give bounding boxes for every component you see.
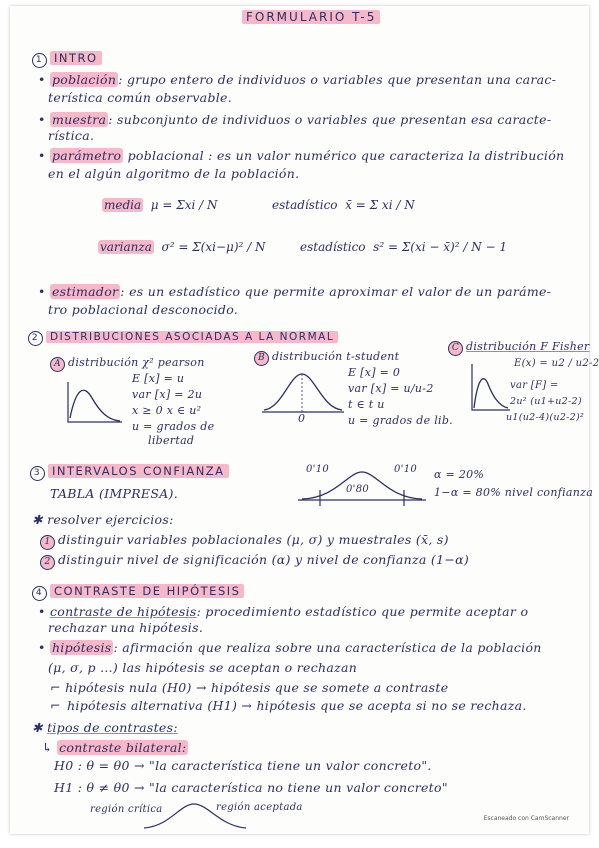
dist-b-line: var [x] = u/u-2 (348, 382, 434, 395)
resolver-line: ✱ resolver ejercicios: (32, 512, 174, 527)
dist-a-line: var [x] = 2u (132, 388, 203, 401)
step2-line: 2 distinguir nivel de significación (α) y nivel de confianza (1−α) (40, 552, 469, 570)
h0-line: ⌐ hipótesis nula (H0) → hipótesis que se somete a contraste (50, 680, 449, 695)
bilateral-h1: H1 : θ ≠ θ0 → "la característica no tiene un valor concreto" (54, 780, 448, 795)
dist-a-title: A distribución χ² pearson (50, 356, 205, 372)
tail-left-label: 0'10 (306, 464, 330, 475)
estimador-line: • estimador : es un estadístico que permite aproximar el valor de un paráme- (38, 284, 552, 299)
muestra-line-2: rística. (48, 128, 95, 143)
chi-square-sketch (62, 378, 124, 428)
estadistico2-formula: estadístico s² = Σ(xi − x̄)² / N − 1 (300, 240, 508, 254)
section-number: 3 (30, 466, 45, 481)
dist-b-line: u = grados de lib. (348, 414, 453, 427)
dist-b-line: t ∈ t u (348, 398, 385, 411)
section-number: 2 (28, 331, 43, 346)
parametro-line: • parámetro poblacional : es un valor numérico que caracteriza la distribución (38, 148, 565, 163)
dist-a-line: libertad (148, 434, 195, 447)
dist-c-title: C distribución F Fisher (448, 340, 590, 356)
notebook-page (10, 6, 599, 834)
tipos-line: ✱ tipos de contrastes: (32, 720, 178, 735)
fisher-sketch (468, 362, 512, 416)
t-student-tick: 0 (298, 412, 306, 425)
confidence-label: 1−α = 80% nivel confianza (434, 486, 594, 499)
contraste-def-line-2: rechazar una hipótesis. (48, 620, 204, 635)
section-dist-header: 2 DISTRIBUCIONES ASOCIADAS A LA NORMAL (28, 331, 338, 346)
poblacion-line-2: terística común observable. (48, 90, 233, 105)
dist-c-line: 2u² (u1+u2-2) (510, 396, 582, 407)
section-contraste-header: 4 CONTRASTE DE HIPÓTESIS (32, 584, 244, 601)
page-title: FORMULARIO T-5 (242, 10, 380, 24)
contraste-def-line: • contraste de hipótesis: procedimiento estadístico que permite aceptar o (38, 604, 529, 619)
dist-c-line: u1(u2-4)(u2-2)² (506, 412, 585, 423)
dist-a-line: x ≥ 0 x ∈ u² (132, 404, 202, 417)
step1-line: 1 distinguir variables poblacionales (μ, σ) y muestrales (x̄, s) (40, 532, 449, 550)
varianza-formula: varianza σ² = Σ(xi−μ)² / N (100, 240, 266, 254)
dist-c-line: E(x) = u2 / u2-2 (514, 358, 599, 369)
poblacion-line: • población : grupo entero de individuos o variables que presentan una carac- (38, 72, 557, 87)
estadistico-formula: estadístico x̄ = Σ xi / N (272, 198, 415, 212)
muestra-line: • muestra : subconjunto de individuos o variables que presentan esa caracte- (38, 112, 552, 127)
dist-a-line: E [x] = u (132, 372, 185, 385)
section-intro-header: 1 INTRO (32, 51, 102, 68)
parametro-line-2: en el algún algoritmo de la población. (48, 166, 300, 181)
section-number: 4 (32, 586, 47, 601)
bilateral-line: ↳ contraste bilateral: (42, 740, 187, 755)
poblacion-term: población (51, 72, 117, 87)
dist-b-title: B distribución t-student (254, 350, 399, 366)
dist-b-line: E [x] = 0 (348, 366, 401, 379)
section-number: 1 (32, 53, 47, 68)
tabla-line: TABLA (IMPRESA). (50, 486, 178, 501)
media-formula: media μ = Σxi / N (104, 198, 218, 212)
section-intervals-header: 3 INTERVALOS CONFIANZA (30, 464, 229, 481)
bilateral-h0: H0 : θ = θ0 → "la característica tiene un valor concreto". (54, 758, 432, 773)
estimador-term: estimador (51, 284, 119, 299)
muestra-term: muestra (51, 112, 107, 127)
estimador-line-2: tro poblacional desconocido. (48, 302, 239, 317)
dist-c-line: var [F] = (510, 380, 559, 391)
region-critica-label: región crítica (90, 804, 163, 815)
hipotesis-line-2: (μ, σ, p ...) las hipótesis se aceptan o rechazan (48, 660, 358, 675)
dist-a-line: u = grados de (132, 420, 215, 433)
alpha-label: α = 20% (434, 468, 485, 481)
h1-line: ⌐ hipótesis alternativa (H1) → hipótesis que se acepta si no se rechaza. (50, 698, 527, 713)
tail-right-label: 0'10 (394, 464, 418, 475)
parametro-term: parámetro (51, 148, 122, 163)
scanner-watermark: Escaneado con CamScanner (483, 815, 569, 822)
region-aceptada-label: región aceptada (216, 802, 303, 813)
hipotesis-line: • hipótesis : afirmación que realiza sobre una característica de la población (38, 640, 542, 655)
center-label: 0'80 (346, 484, 370, 495)
